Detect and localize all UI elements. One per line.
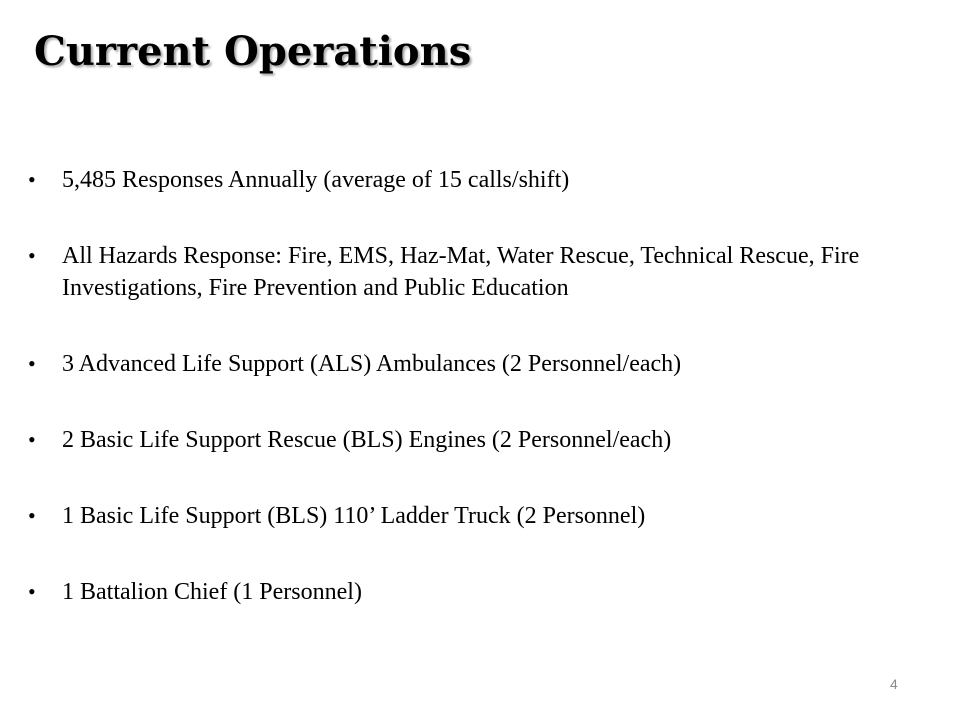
bullet-item-battalion-chief	[28, 576, 908, 608]
bullet-item-bls-engines	[28, 424, 908, 456]
bullet-icon: •	[28, 351, 36, 376]
bullet-item-als-ambulances	[28, 348, 908, 380]
bullet-item-ladder-truck	[28, 500, 908, 532]
bullet-text: 5,485 Responses Annually (average of 15 calls/shift)	[62, 167, 570, 193]
bullet-text: 2 Basic Life Support Rescue (BLS) Engines (2 Personnel/each)	[62, 427, 672, 453]
bullet-icon: •	[28, 427, 36, 452]
bullet-icon: •	[28, 243, 36, 268]
slide-title: Current Operations	[34, 28, 472, 75]
bullet-text: All Hazards Response: Fire, EMS, Haz-Mat, Water Rescue, Technical Rescue, Fire Investigations, Fire Prevention and Public Education	[62, 243, 860, 301]
bullet-item-responses	[28, 164, 908, 196]
page-number: 4	[890, 676, 898, 692]
bullet-text: 3 Advanced Life Support (ALS) Ambulances (2 Personnel/each)	[62, 351, 682, 377]
bullet-text: 1 Battalion Chief (1 Personnel)	[62, 579, 362, 605]
bullet-text: 1 Basic Life Support (BLS) 110’ Ladder Truck (2 Personnel)	[62, 503, 646, 529]
bullet-icon: •	[28, 503, 36, 528]
bullet-item-all-hazards	[28, 240, 908, 304]
bullet-icon: •	[28, 167, 36, 192]
bullet-icon: •	[28, 579, 36, 604]
bullet-list	[28, 164, 908, 652]
